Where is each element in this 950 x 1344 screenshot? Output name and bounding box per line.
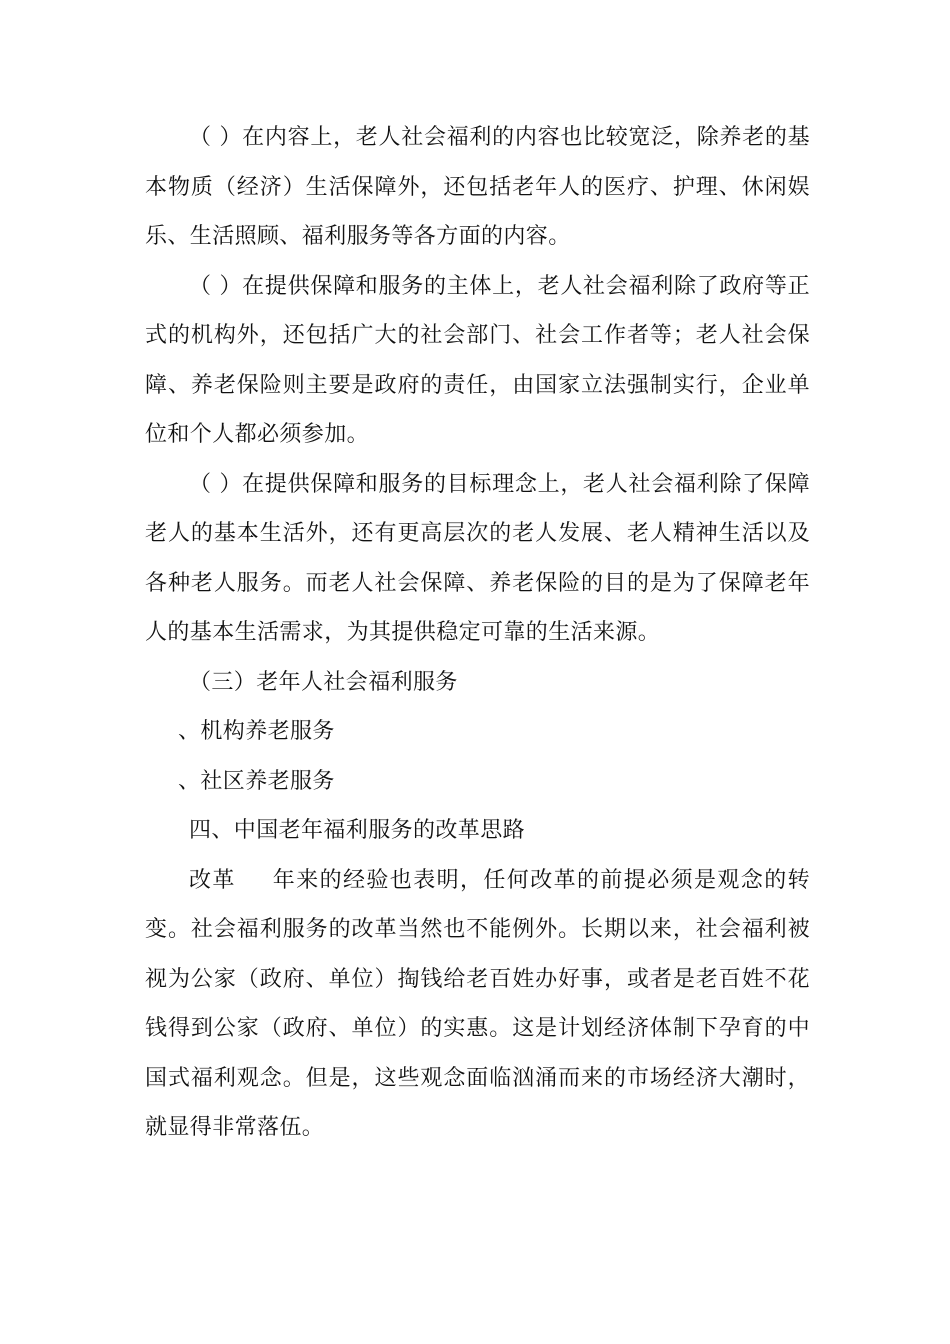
section-heading-reform: 四、中国老年福利服务的改革思路 [189,818,526,843]
reform-lead: 改革 [189,867,236,893]
paragraph-reform-experience [145,856,810,1153]
paragraph-goal-concept: （ ）在提供保障和服务的目标理念上，老人社会福利除了保障老人的基本生活外，还有更高层次的老人发展、老人精神生活以及各种老人服务。而老人社会保障、养老保险的目的是为了保障老年人的基本生活需求，为其提供稳定可靠的生活来源。 [145,471,810,645]
section-heading-welfare-services: （三）老年人社会福利服务 [189,669,458,695]
paragraph-content-scope: （ ）在内容上，老人社会福利的内容也比较宽泛，除养老的基本物质（经济）生活保障外，还包括老年人的医疗、护理、休闲娱乐、生活照顾、福利服务等各方面的内容。 [145,125,810,249]
list-item-community-care: 、社区养老服务 [178,768,335,794]
paragraph-provider-subject: （ ）在提供保障和服务的主体上，老人社会福利除了政府等正式的机构外，还包括广大的社会部门、社会工作者等；老人社会保障、养老保险则主要是政府的责任，由国家立法强制实行，企业单位和个人都必须参加。 [145,273,810,447]
reform-text: 年来的经验也表明，任何改革的前提必须是观念的转变。社会福利服务的改革当然也不能例外。长期以来，社会福利被视为公家（政府、单位）掏钱给老百姓办好事，或者是老百姓不花钱得到公家（政府、单位）的实惠。这是计划经济体制下孕育的中国式福利观念。但是，这些观念面临汹涌而来的市场经济大潮时，就显得非常落伍。 [145,867,810,1140]
document-body [145,113,810,1153]
list-item-institutional-care: 、机构养老服务 [178,719,335,744]
